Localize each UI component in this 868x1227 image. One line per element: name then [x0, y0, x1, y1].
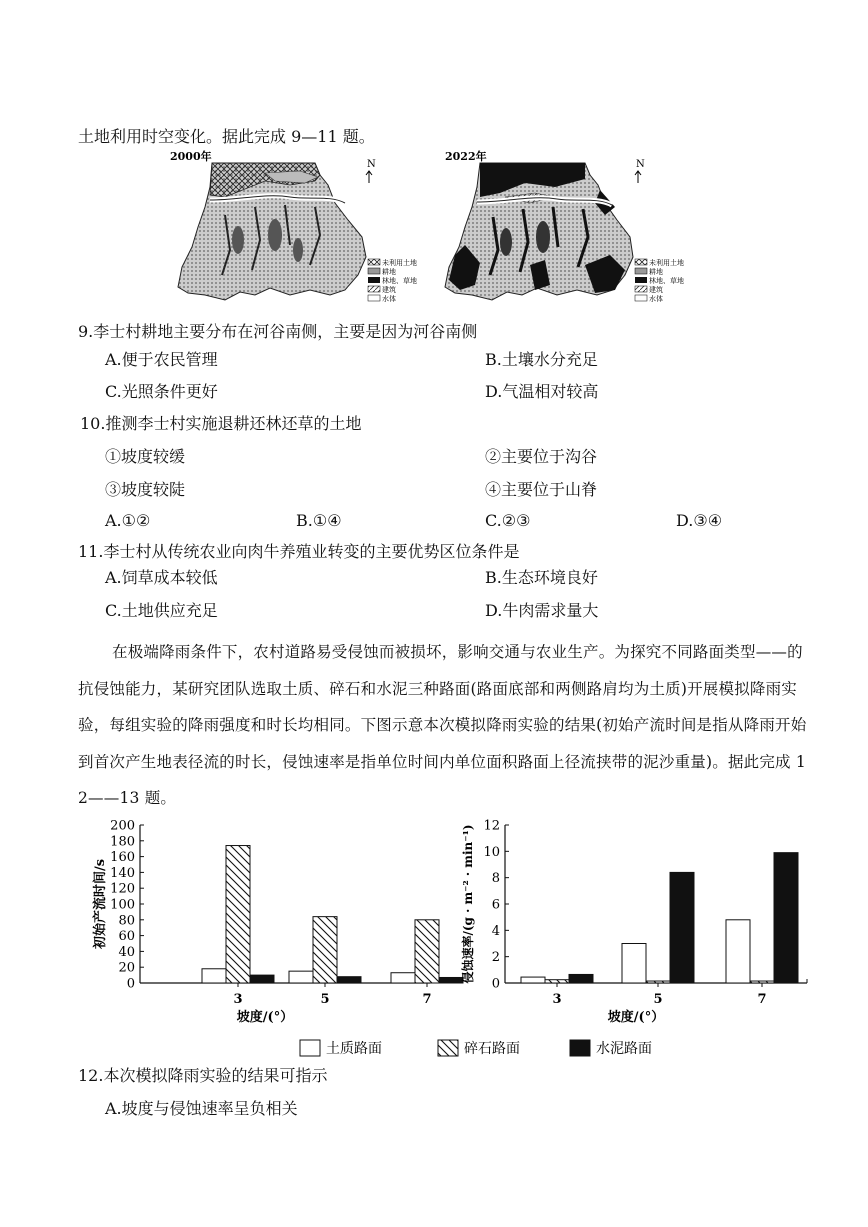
y-axis-label: 侵蚀速率/(g · m⁻² · min⁻¹): [461, 824, 475, 984]
land-use-maps: [170, 145, 720, 315]
bar-gravel: [313, 917, 337, 983]
q11-stem: 11.李士村从传统农业向肉牛养殖业转变的主要优势区位条件是: [78, 542, 520, 561]
y-tick-label: 8: [491, 871, 500, 887]
svg-text:林地、草地: 林地、草地: [649, 277, 684, 285]
x-axis-label: 坡度/(°）: [236, 1010, 294, 1025]
q9-option-c[interactable]: C.光照条件更好: [105, 382, 218, 401]
bar-cement: [250, 975, 274, 983]
svg-text:未利用土地: 未利用土地: [649, 259, 684, 267]
bar-gravel: [750, 981, 774, 983]
legend-swatch: [438, 1040, 458, 1056]
q10-option-a[interactable]: A.①②: [105, 511, 151, 530]
chart-legend: [300, 1040, 652, 1057]
bar-gravel: [226, 846, 250, 983]
y-tick-label: 40: [118, 944, 135, 960]
north-arrow-label: N: [636, 159, 645, 170]
x-tick-label: 7: [422, 992, 432, 1007]
y-tick-label: 60: [118, 929, 135, 945]
map-year-label: 2022年: [445, 150, 487, 163]
passage-line: 抗侵蚀能力，某研究团队选取土质、碎石和水泥三种路面(路面底部和两侧路肩均为土质)开展模拟降雨实: [78, 680, 797, 698]
chart-runoff-time: [92, 819, 463, 1026]
bar-cement: [774, 853, 798, 983]
north-arrow-icon: [366, 171, 372, 183]
q10-option-c[interactable]: C.②③: [485, 511, 531, 530]
bar-cement: [337, 977, 361, 983]
q9-stem: 9.李士村耕地主要分布在河谷南侧，主要是因为河谷南侧: [78, 322, 478, 341]
legend-swatch: [570, 1040, 590, 1056]
y-tick-label: 100: [110, 897, 135, 913]
passage-line: 到首次产生地表径流的时长，侵蚀速率是指单位时间内单位面积路面上径流挟带的泥沙重量)。据此完成 1: [78, 753, 806, 771]
y-tick-label: 20: [118, 960, 135, 976]
svg-text:水体: 水体: [649, 295, 663, 303]
svg-text:耕地: 耕地: [649, 268, 663, 276]
bar-soil: [726, 920, 750, 983]
q11-option-c[interactable]: C.土地供应充足: [105, 601, 218, 620]
y-tick-label: 120: [110, 881, 135, 897]
bar-gravel: [545, 980, 569, 983]
bar-cement: [439, 977, 463, 983]
q10-item-1: ①坡度较缓: [105, 447, 186, 466]
y-tick-label: 140: [110, 865, 135, 881]
y-axis-label: 初始产流时间/s: [93, 858, 108, 950]
q10-item-2: ②主要位于沟谷: [485, 447, 598, 466]
q10-option-d[interactable]: D.③④: [676, 511, 723, 530]
svg-text:水体: 水体: [382, 295, 396, 303]
q10-stem: 10.推测李士村实施退耕还林还草的土地: [80, 414, 362, 433]
q9-option-b[interactable]: B.土壤水分充足: [485, 350, 598, 369]
y-tick-label: 80: [118, 913, 135, 929]
q11-option-d[interactable]: D.牛肉需求量大: [485, 601, 599, 620]
north-arrow-label: N: [367, 159, 376, 170]
map-legend: [635, 258, 684, 303]
chart-erosion-rate: [460, 819, 807, 1026]
y-tick-label: 12: [483, 818, 500, 834]
legend-swatch: [300, 1040, 320, 1056]
bar-soil: [391, 973, 415, 983]
y-tick-label: 10: [483, 844, 500, 860]
q9-option-a[interactable]: A.便于农民管理: [105, 350, 218, 369]
x-tick-label: 5: [320, 992, 330, 1007]
bar-gravel: [646, 981, 670, 983]
q11-option-b[interactable]: B.生态环境良好: [485, 568, 598, 587]
north-arrow-icon: [635, 171, 641, 183]
x-axis-label: 坡度/(°）: [607, 1010, 665, 1025]
map-legend: [368, 258, 417, 303]
svg-text:建筑: 建筑: [649, 286, 663, 294]
legend-label: 土质路面: [326, 1041, 382, 1057]
legend-label: 水泥路面: [596, 1041, 652, 1057]
y-tick-label: 0: [126, 976, 135, 992]
bar-cement: [569, 974, 593, 983]
bar-soil: [521, 977, 545, 983]
svg-text:耕地: 耕地: [382, 268, 396, 276]
passage-line: 验，每组实验的降雨强度和时长均相同。下图示意本次模拟降雨实验的结果(初始产流时间是指从降雨开始: [78, 716, 807, 734]
q10-item-3: ③坡度较陡: [105, 480, 186, 499]
map-year-label: 2000年: [170, 150, 212, 163]
bar-soil: [622, 944, 646, 984]
map-2022: [445, 149, 684, 303]
svg-text:未利用土地: 未利用土地: [382, 259, 417, 267]
y-tick-label: 6: [491, 897, 500, 913]
y-tick-label: 4: [491, 923, 500, 939]
legend-label: 碎石路面: [464, 1041, 520, 1057]
q10-item-4: ④主要位于山脊: [485, 480, 598, 499]
x-tick-label: 3: [552, 992, 562, 1007]
passage-line: 在极端降雨条件下，农村道路易受侵蚀而被损坏，影响交通与农业生产。为探究不同路面类型——的: [112, 643, 803, 661]
bar-cement: [670, 872, 694, 983]
y-tick-label: 2: [491, 950, 500, 966]
y-tick-label: 0: [491, 976, 500, 992]
q10-option-b[interactable]: B.①④: [296, 511, 342, 530]
y-tick-label: 180: [110, 834, 135, 850]
q9-option-d[interactable]: D.气温相对较高: [485, 382, 599, 401]
y-tick-label: 200: [110, 818, 135, 834]
bar-gravel: [415, 920, 439, 983]
bar-soil: [289, 971, 313, 983]
map-2000: [170, 149, 417, 303]
q12-option-a[interactable]: A.坡度与侵蚀速率呈负相关: [105, 1099, 298, 1118]
runoff-erosion-charts: [80, 815, 820, 1065]
q12-stem: 12.本次模拟降雨实验的结果可指示: [78, 1066, 328, 1085]
x-tick-label: 5: [653, 992, 663, 1007]
intro-line: 土地利用时空变化。据此完成 9—11 题。: [78, 127, 375, 146]
bar-soil: [202, 969, 226, 983]
q11-option-a[interactable]: A.饲草成本较低: [105, 568, 218, 587]
y-tick-label: 160: [110, 850, 135, 866]
x-tick-label: 7: [757, 992, 767, 1007]
svg-text:林地、草地: 林地、草地: [382, 277, 417, 285]
x-tick-label: 3: [233, 992, 243, 1007]
passage-line: 2——13 题。: [78, 789, 177, 807]
svg-text:建筑: 建筑: [382, 286, 396, 294]
